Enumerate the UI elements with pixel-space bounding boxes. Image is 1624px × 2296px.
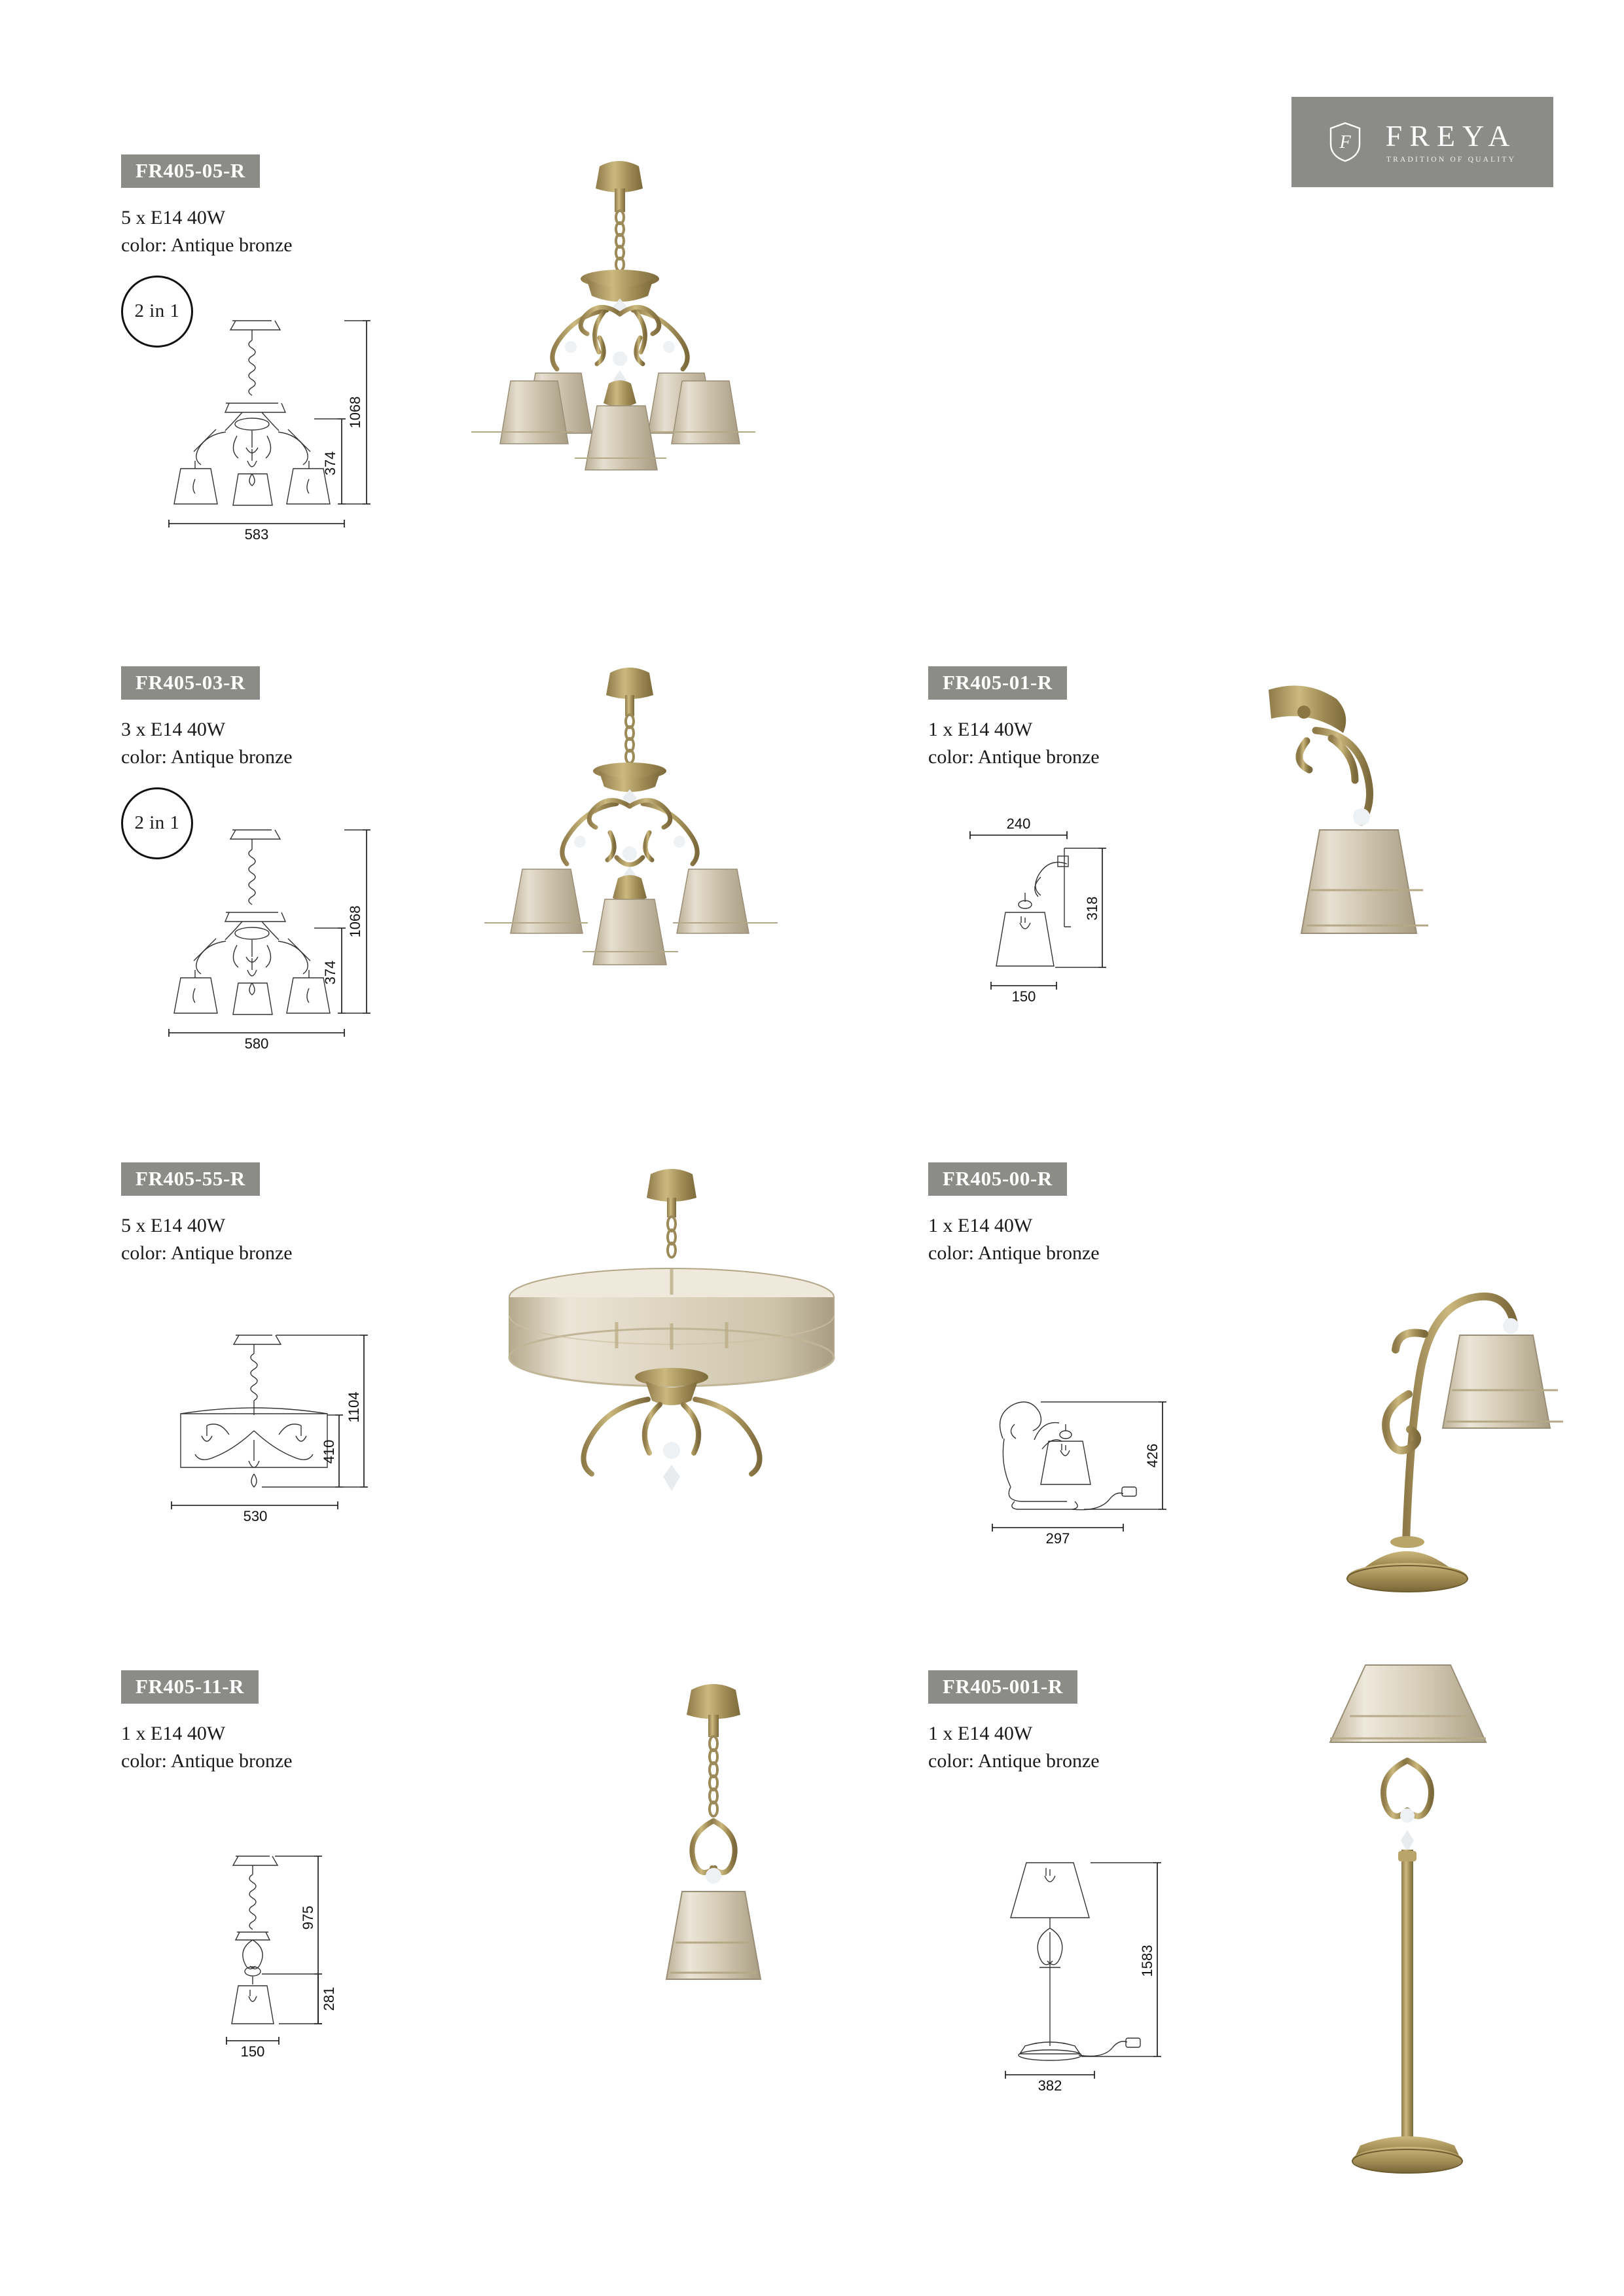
brand-header xyxy=(1291,97,1553,187)
svg-text:297: 297 xyxy=(1045,1530,1070,1547)
product-lamps: 5 x E14 40W xyxy=(121,207,226,228)
freya-crest-icon xyxy=(1328,122,1362,162)
svg-text:240: 240 xyxy=(1006,817,1031,832)
product-block-fr405-55-r xyxy=(121,1162,422,1266)
svg-text:150: 150 xyxy=(1011,988,1036,1005)
svg-text:318: 318 xyxy=(1084,896,1100,921)
badge-2in1-label: 2 in 1 xyxy=(134,300,180,322)
product-block-fr405-11-r xyxy=(121,1670,422,1774)
product-photo-fr405-00-r xyxy=(1263,1178,1564,1636)
product-color: color: Antique bronze xyxy=(928,1749,1100,1772)
product-code: FR405-001-R xyxy=(928,1670,1077,1704)
tech-drawing-fr405-55-r xyxy=(131,1309,393,1584)
svg-text:1068: 1068 xyxy=(347,396,363,429)
svg-text:530: 530 xyxy=(243,1508,268,1524)
svg-text:410: 410 xyxy=(321,1439,337,1464)
tech-drawing-fr405-05-r xyxy=(118,314,393,589)
brand-wordmark xyxy=(1379,118,1517,164)
product-color: color: Antique bronze xyxy=(121,745,293,768)
svg-text:374: 374 xyxy=(322,960,338,985)
product-color: color: Antique bronze xyxy=(121,1749,293,1772)
product-color: color: Antique bronze xyxy=(928,1242,1100,1264)
product-photo-fr405-001-r xyxy=(1283,1643,1558,2219)
product-code: FR405-03-R xyxy=(121,666,260,700)
tech-drawing-fr405-11-r xyxy=(170,1839,380,2101)
brand-tagline: TRADITION OF QUALITY xyxy=(1386,155,1517,164)
tech-drawing-fr405-01-r xyxy=(943,817,1165,1039)
product-photo-fr405-11-r xyxy=(609,1676,844,2094)
tech-drawing-fr405-00-r xyxy=(969,1361,1191,1577)
product-color: color: Antique bronze xyxy=(121,1242,293,1264)
brand-name: FREYA xyxy=(1385,118,1517,152)
product-block-fr405-00-r xyxy=(928,1162,1216,1266)
svg-text:1068: 1068 xyxy=(347,905,363,938)
tech-drawing-fr405-03-r xyxy=(118,823,393,1098)
product-code: FR405-01-R xyxy=(928,666,1067,700)
svg-text:281: 281 xyxy=(321,1986,337,2011)
svg-text:975: 975 xyxy=(300,1905,316,1930)
svg-text:382: 382 xyxy=(1038,2077,1062,2094)
product-lamps: 1 x E14 40W xyxy=(928,1723,1033,1744)
product-photo-fr405-01-r xyxy=(1244,674,1571,1041)
badge-2in1-label: 2 in 1 xyxy=(134,812,180,834)
product-code: FR405-05-R xyxy=(121,154,260,188)
product-code: FR405-00-R xyxy=(928,1162,1067,1196)
product-photo-fr405-55-r xyxy=(452,1158,923,1564)
svg-text:374: 374 xyxy=(322,451,338,476)
product-lamps: 1 x E14 40W xyxy=(928,1215,1033,1236)
product-code: FR405-11-R xyxy=(121,1670,259,1704)
product-block-fr405-001-r xyxy=(928,1670,1216,1774)
svg-text:1104: 1104 xyxy=(346,1391,362,1423)
svg-text:583: 583 xyxy=(244,526,269,543)
svg-text:150: 150 xyxy=(240,2043,265,2060)
svg-text:F: F xyxy=(1339,132,1351,152)
tech-drawing-fr405-001-r xyxy=(969,1839,1191,2114)
product-lamps: 5 x E14 40W xyxy=(121,1215,226,1236)
svg-text:426: 426 xyxy=(1144,1443,1161,1468)
product-photo-fr405-05-r xyxy=(471,151,903,596)
product-photo-fr405-03-r xyxy=(484,661,890,1093)
product-lamps: 1 x E14 40W xyxy=(121,1723,226,1744)
svg-text:1583: 1583 xyxy=(1139,1945,1155,1977)
product-color: color: Antique bronze xyxy=(121,234,293,256)
svg-text:580: 580 xyxy=(244,1035,269,1052)
product-code: FR405-55-R xyxy=(121,1162,260,1196)
product-block-fr405-01-r xyxy=(928,666,1216,770)
product-lamps: 1 x E14 40W xyxy=(928,719,1033,740)
product-color: color: Antique bronze xyxy=(928,745,1100,768)
product-lamps: 3 x E14 40W xyxy=(121,719,226,740)
